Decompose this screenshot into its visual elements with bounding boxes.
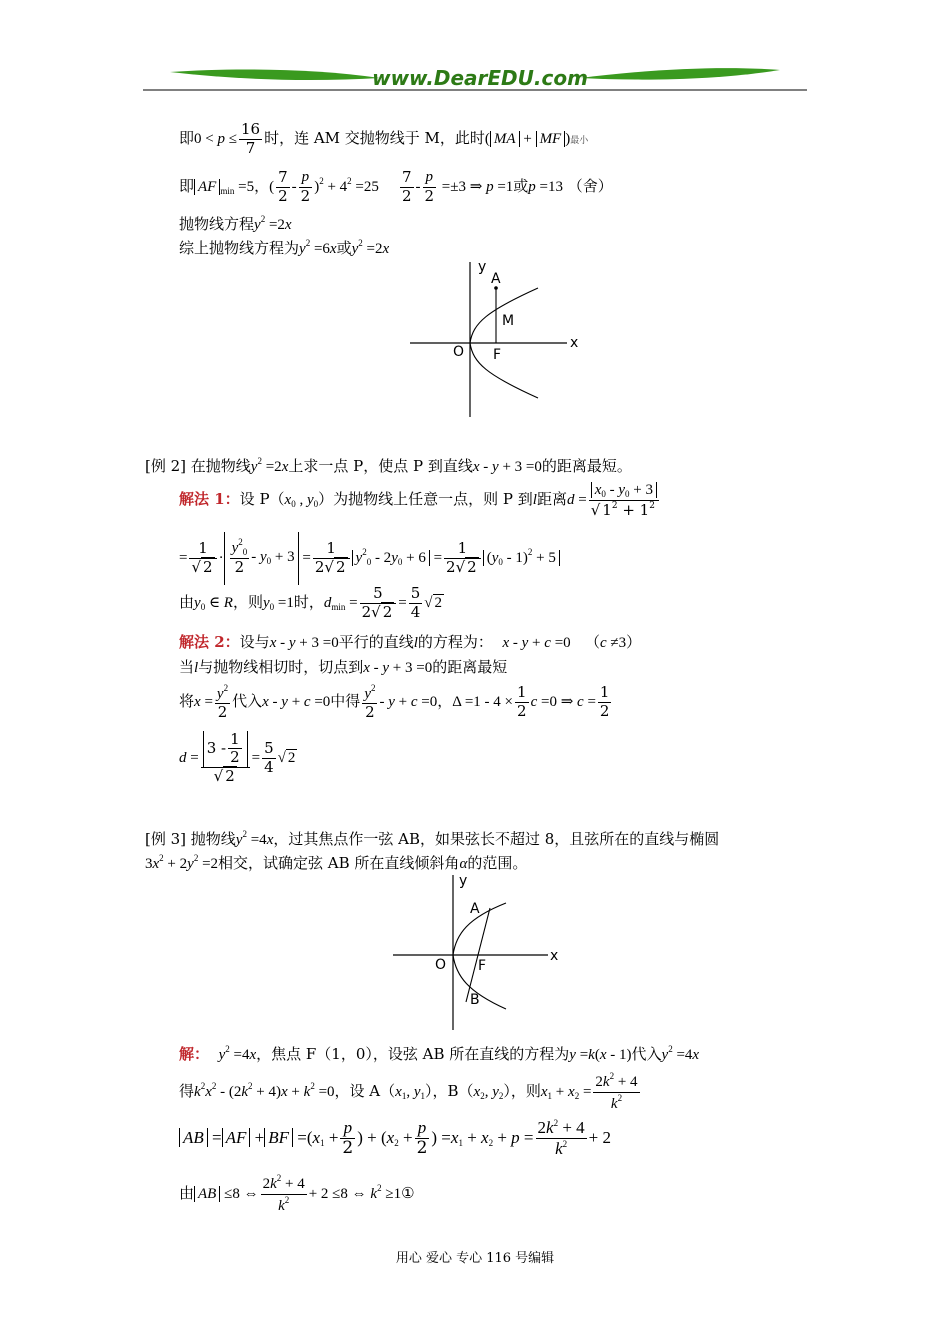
solution-label: 解法 1： (179, 490, 240, 508)
math: = (398, 595, 407, 611)
circled-number: ① (401, 1184, 415, 1202)
text: 或 (513, 177, 529, 195)
math: = (251, 750, 261, 766)
text: ， (437, 692, 453, 710)
ex2-s2-line2 (179, 656, 507, 679)
text: 设 P（ (239, 490, 285, 508)
math: d = (566, 492, 587, 508)
fraction: $\frac{1}{2}$ (517, 683, 527, 720)
text: （舍） (567, 177, 613, 195)
math: x - y + 3 =0 (269, 635, 339, 651)
math: （c ≠3） (584, 635, 642, 651)
text: 设与 (239, 633, 270, 651)
fraction: $\frac{p}{2}$ (424, 169, 435, 205)
text: 得 (179, 1082, 195, 1100)
label-f: F (493, 347, 502, 363)
ex2-s1-line3 (179, 582, 444, 627)
text: 即 (179, 177, 195, 195)
math: $y^2 =4x$ (661, 1044, 700, 1063)
label-a: A (470, 901, 480, 917)
math: $y^2 =2x$ (254, 214, 292, 233)
math: + 2 ≤8 ⇔ $k^2 \ge 1$ (308, 1183, 402, 1202)
fraction: $\frac{5}{4}$ (264, 739, 274, 776)
fraction: $\frac{2k^2 + 4}{k^2}$ (262, 1173, 305, 1214)
math: √ 2 (424, 595, 443, 611)
math: x - y + 3 =0 (472, 459, 542, 475)
label-f: F (478, 958, 487, 974)
math: $3x^2 + 2y^2 =2$ (145, 853, 219, 872)
fraction: $\frac{16}{7}$ (240, 120, 261, 157)
math: - y + c =0 (379, 694, 438, 710)
math: $x_0$ , $y_0$ (284, 492, 319, 509)
fraction: $\frac{1}{2√ 2}$ (444, 540, 481, 576)
text: 代入 (631, 1045, 662, 1063)
text: ）为抛物线上任意一点，则 P 到 (318, 490, 533, 508)
math: + 2 (588, 1128, 611, 1147)
math: AF $_{min}$ =5 (194, 179, 254, 195)
text: 中得 (330, 692, 361, 710)
math: x - y + c =0 (502, 635, 571, 651)
math: l (413, 635, 418, 651)
fraction: 3 - $\frac{1}{2}$ √ 2 (201, 731, 250, 785)
math: =±3 ⇒ p =1 (438, 179, 514, 195)
text: ，过其焦点作一弦 AB，如果弦长不超过 8，且弦所在的直线与椭圆 (273, 830, 720, 848)
text: ），B（ (424, 1082, 474, 1100)
math: $y_0 =1$ (262, 595, 294, 612)
abs-value: $y^2_0 - 2y_0 + 6$ (352, 550, 430, 566)
text: 将 (179, 692, 195, 710)
text: 与抛物线相切时，切点到 (198, 658, 364, 676)
math: $y^2 =2x$ (250, 456, 289, 475)
text: 的距离最短 (432, 658, 508, 676)
label-b: B (470, 992, 480, 1008)
fraction: $\frac{y^2}{2}$ (364, 682, 376, 721)
label-o: O (435, 957, 447, 973)
solution-label: 解： (179, 1045, 210, 1063)
text: 抛物线方程 (179, 215, 255, 233)
text: 综上抛物线方程为 (179, 239, 300, 257)
math: l (532, 492, 537, 508)
math: $k^2x^2 - (2k^2 + 4)x + k^2 =0$ (194, 1081, 335, 1100)
figure-parabola-1 (405, 255, 585, 420)
math: )$^2 + 4^2 =25$ (314, 176, 379, 195)
solution-label: 解法 2： (179, 633, 240, 651)
math: $x_1$, $y_1$ (395, 1084, 425, 1101)
ex2-s2-line4 (179, 727, 297, 788)
label-a: A (491, 271, 501, 287)
ex2-s1-line1 (179, 476, 661, 527)
fraction: $\frac{7}{2}$ (278, 168, 288, 205)
math: = (298, 550, 311, 566)
label-o: O (453, 344, 465, 360)
ex3-sol-line3 (179, 1114, 611, 1167)
math: $d_{min}$ = (323, 595, 358, 612)
text: 相交，试确定弦 AB 所在直线倾斜角 (218, 854, 460, 872)
abs-value: $(y_0 - 1)^2 + 5$ (483, 550, 560, 566)
ex3-title-line2 (145, 847, 527, 875)
math: 0 < p ≤ (194, 131, 237, 147)
text: 即 (179, 129, 195, 147)
fraction: $\frac{5}{4}$ (410, 584, 421, 621)
math: ( MA + MF ) (484, 131, 571, 147)
ex3-sol-line4 (179, 1166, 415, 1216)
math: $y^2 =2x$ (351, 238, 390, 257)
fraction: $\frac{p}{2}$ (416, 1118, 428, 1158)
label-y: y (478, 259, 487, 275)
text: 由 (179, 593, 195, 611)
text: 当 (179, 658, 195, 676)
label-x: x (550, 948, 559, 964)
text: 的范围。 (467, 854, 528, 872)
fraction: $\frac{x_0 - y_0 + 3}{√ 1^2 + 1^2}$ (589, 481, 659, 519)
header-right-swoosh (580, 68, 780, 80)
ex3-sol-line1 (179, 1038, 699, 1066)
text: 的方程为： (417, 633, 493, 651)
parabola-lower-branch (470, 343, 538, 398)
ex2-title (145, 450, 632, 478)
text: [例 3] 抛物线 (145, 830, 236, 848)
math: x - y + 3 =0 (363, 660, 433, 676)
math: - (291, 179, 297, 195)
fraction: $\frac{1}{√ 2}$ (189, 540, 216, 576)
figure-parabola-2 (388, 872, 568, 1034)
math: √ 2 (277, 750, 296, 766)
ex2-s2-line1 (179, 631, 641, 654)
ex2-s1-line2 (179, 528, 560, 586)
fraction: $\frac{1}{2}$ (599, 683, 610, 720)
fraction: $\frac{1}{2√ 2}$ (313, 540, 350, 576)
text: 最小 (570, 136, 589, 146)
fraction: $\frac{2k^2 + 4}{k^2}$ (537, 1118, 585, 1158)
fraction: $\frac{p}{2}$ (342, 1118, 354, 1158)
fraction: $\frac{y^2}{2}$ (216, 682, 229, 721)
text: ， (254, 177, 270, 195)
math: x - y + c =0 (262, 694, 331, 710)
label-y: y (459, 873, 468, 889)
header-left-swoosh (170, 70, 380, 80)
text: 平行的直线 (338, 633, 414, 651)
fraction: $\frac{p}{2}$ (300, 169, 311, 205)
text: 时，连 AM 交抛物线于 M，此时 (264, 129, 485, 147)
text: ，设 A（ (334, 1082, 396, 1100)
math: $y^2 =4x$ (235, 829, 274, 848)
math: $y_0$ ∈ R (194, 595, 233, 612)
text: [例 2] 在抛物线 (145, 457, 251, 475)
math: $y^2 =6x$ (299, 238, 337, 257)
math: p =13 (528, 179, 564, 195)
math: ) $=x_1 + x_2 + p$ = (431, 1128, 534, 1148)
text: 时， (293, 593, 324, 611)
text: 上求一点 P，使点 P 到直线 (288, 457, 473, 475)
math: = (429, 550, 443, 566)
sec1-line1 (179, 120, 588, 159)
fraction: $\frac{2k^2 + 4}{k^2}$ (595, 1071, 638, 1112)
fraction: $\frac{5}{2√ 2}$ (360, 585, 397, 621)
math: $x_2$, $y_2$ (473, 1084, 504, 1101)
text: ，则 (232, 593, 263, 611)
fraction: $\frac{7}{2}$ (401, 168, 412, 205)
math: Δ =1 - 4 × (452, 694, 514, 710)
math: · (218, 550, 224, 566)
math: - (415, 179, 421, 195)
text: 或 (336, 239, 352, 257)
math: $x_1 + x_2$ = (540, 1084, 592, 1101)
math: l (194, 660, 199, 676)
ex3-sol-line2 (179, 1064, 642, 1118)
math: d = (179, 750, 199, 766)
math: = (179, 550, 188, 566)
label-x: x (570, 335, 579, 351)
text: 由 (179, 1184, 195, 1202)
footer-text: 用心 爱心 专心 116 号编辑 (395, 1251, 555, 1266)
ex2-s2-line3 (179, 681, 613, 722)
text: 距离 (536, 490, 567, 508)
math: y =k(x - 1) (569, 1047, 632, 1063)
header-banner (140, 60, 810, 94)
text: ），则 (503, 1082, 541, 1100)
math: ) + ($x_2$ + (357, 1128, 413, 1148)
text: 代入 (232, 692, 263, 710)
header-site-logo: www.DearEDU.com (372, 66, 588, 90)
math: c =0 ⇒ c = (530, 694, 596, 710)
math: $y^2 =4x$ (218, 1044, 257, 1063)
abs-value: $\frac{y^2_0}{2}$ - $y_0 + 3$ (224, 532, 299, 585)
sec1-line2 (179, 163, 613, 209)
text: 的距离最短。 (541, 457, 632, 475)
math: α (459, 856, 468, 872)
math: AB = AF + BF $=(x_1$ + (179, 1128, 338, 1147)
label-m: M (502, 313, 515, 329)
math: ( (269, 179, 275, 195)
math: x = (194, 694, 213, 710)
sec1-line4 (179, 232, 389, 260)
text: ，焦点 F（1，0），设弦 AB 所在直线的方程为 (256, 1045, 570, 1063)
math: AB ≤8 ⇔ (194, 1186, 259, 1202)
